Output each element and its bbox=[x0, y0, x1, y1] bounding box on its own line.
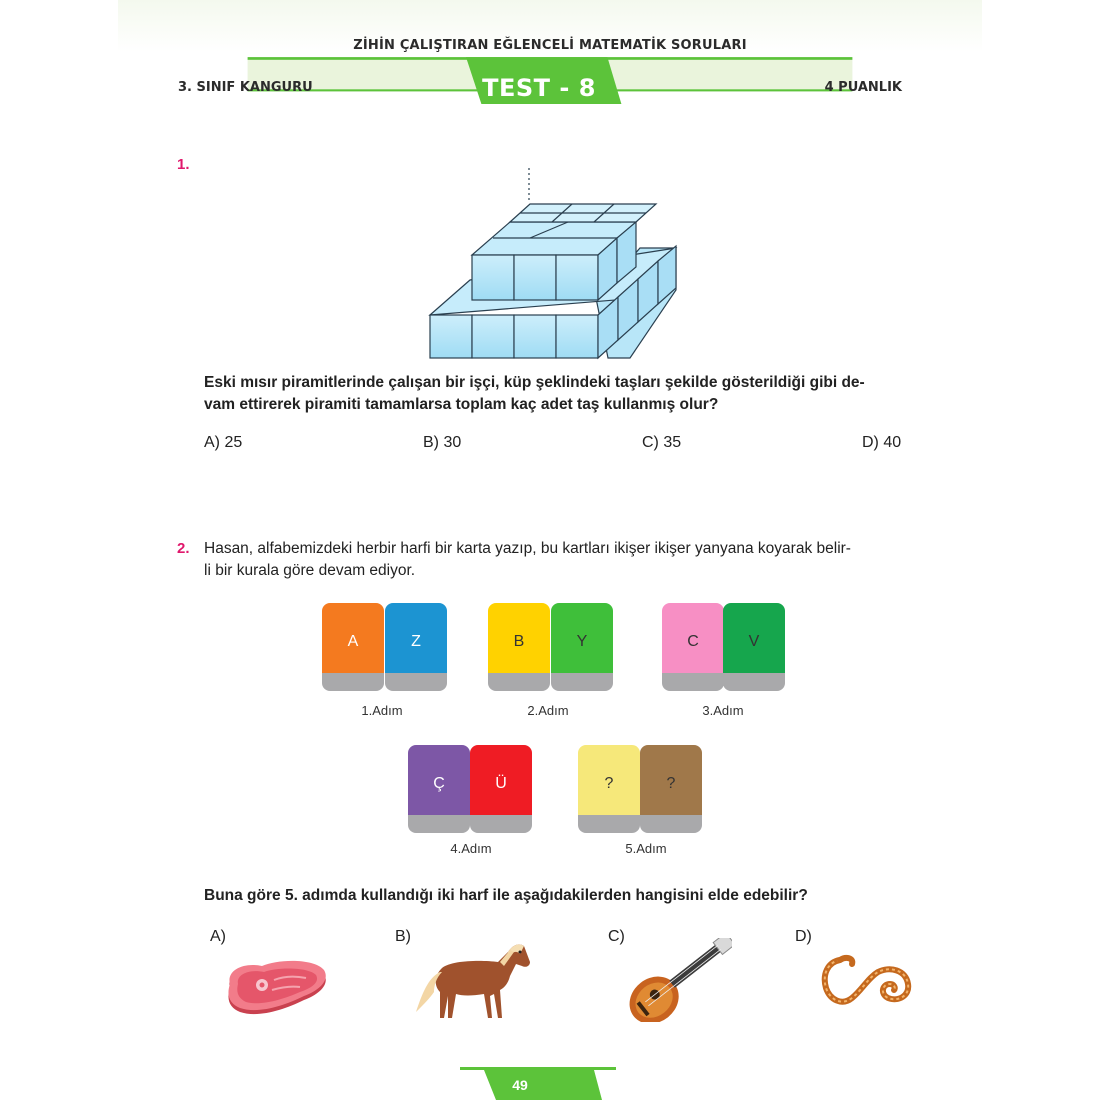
card-step5-left bbox=[578, 745, 640, 833]
series-title: ZİHİN ÇALIŞTIRAN EĞLENCELİ MATEMATİK SORULARI bbox=[353, 38, 747, 53]
card-step2-right bbox=[551, 603, 613, 691]
q1-option-c[interactable]: C) 35 bbox=[642, 434, 682, 451]
mandolin-icon[interactable] bbox=[622, 938, 732, 1022]
card-letter: ? bbox=[604, 775, 614, 792]
card-step3-left bbox=[662, 603, 724, 691]
class-label: 3. SINIF KANGURU bbox=[178, 80, 313, 95]
card-step4-left bbox=[408, 745, 470, 833]
card-letter: A bbox=[347, 633, 359, 650]
step-5-label: 5.Adım bbox=[625, 841, 667, 856]
step-2-label: 2.Adım bbox=[527, 703, 569, 718]
card-step3-right bbox=[723, 603, 785, 691]
question-1-text-line1: Eski mısır piramitlerinde çalışan bir işçi, küp şeklindeki taşları şekilde gösterildiği gibi de- bbox=[204, 374, 865, 391]
step-1-label: 1.Adım bbox=[361, 703, 403, 718]
q1-option-b[interactable]: B) 30 bbox=[423, 434, 462, 451]
card-letter: Z bbox=[411, 633, 421, 650]
card-step1-left bbox=[322, 603, 384, 691]
question-2-text-line1: Hasan, alfabemizdeki herbir harfi bir karta yazıp, bu kartları ikişer ikişer yanyana koyarak belir- bbox=[204, 540, 851, 557]
points-label: 4 PUANLIK bbox=[824, 80, 902, 95]
q1-option-d[interactable]: D) 40 bbox=[862, 434, 902, 451]
question-2-prompt: Buna göre 5. adımda kullandığı iki harf ile aşağıdakilerden hangisini elde edebilir? bbox=[204, 887, 808, 904]
question-1-text-line2: vam ettirerek piramiti tamamlarsa toplam kaç adet taş kullanmış olur? bbox=[204, 396, 719, 413]
step-4-label: 4.Adım bbox=[450, 841, 492, 856]
card-letter: Ü bbox=[495, 775, 507, 792]
page-number: 49 bbox=[512, 1077, 528, 1093]
card-step1-right bbox=[385, 603, 447, 691]
step-3-label: 3.Adım bbox=[702, 703, 744, 718]
worksheet-page bbox=[118, 0, 982, 1100]
card-step4-right bbox=[470, 745, 532, 833]
steak-icon[interactable] bbox=[222, 960, 330, 1022]
q2-option-c-label[interactable]: C) bbox=[608, 928, 625, 945]
q1-option-a[interactable]: A) 25 bbox=[204, 434, 243, 451]
test-title: TEST - 8 bbox=[482, 74, 596, 102]
cube-pyramid-figure bbox=[418, 160, 688, 365]
q2-option-d-label[interactable]: D) bbox=[795, 928, 812, 945]
card-letter: Y bbox=[576, 633, 588, 650]
horse-icon[interactable] bbox=[412, 938, 534, 1024]
card-letter: ? bbox=[666, 775, 676, 792]
question-2-text-line2: li bir kurala göre devam ediyor. bbox=[204, 562, 416, 579]
rope-icon[interactable] bbox=[818, 948, 918, 1012]
card-letter: Ç bbox=[433, 775, 445, 792]
question-2-number: 2. bbox=[177, 540, 190, 557]
card-letter: V bbox=[748, 633, 760, 650]
question-1-number: 1. bbox=[177, 156, 190, 173]
card-letter: C bbox=[687, 633, 699, 650]
q2-option-b-label[interactable]: B) bbox=[395, 928, 411, 945]
card-letter: B bbox=[513, 633, 525, 650]
q2-option-a-label[interactable]: A) bbox=[210, 928, 226, 945]
card-step2-left bbox=[488, 603, 550, 691]
card-step5-right bbox=[640, 745, 702, 833]
